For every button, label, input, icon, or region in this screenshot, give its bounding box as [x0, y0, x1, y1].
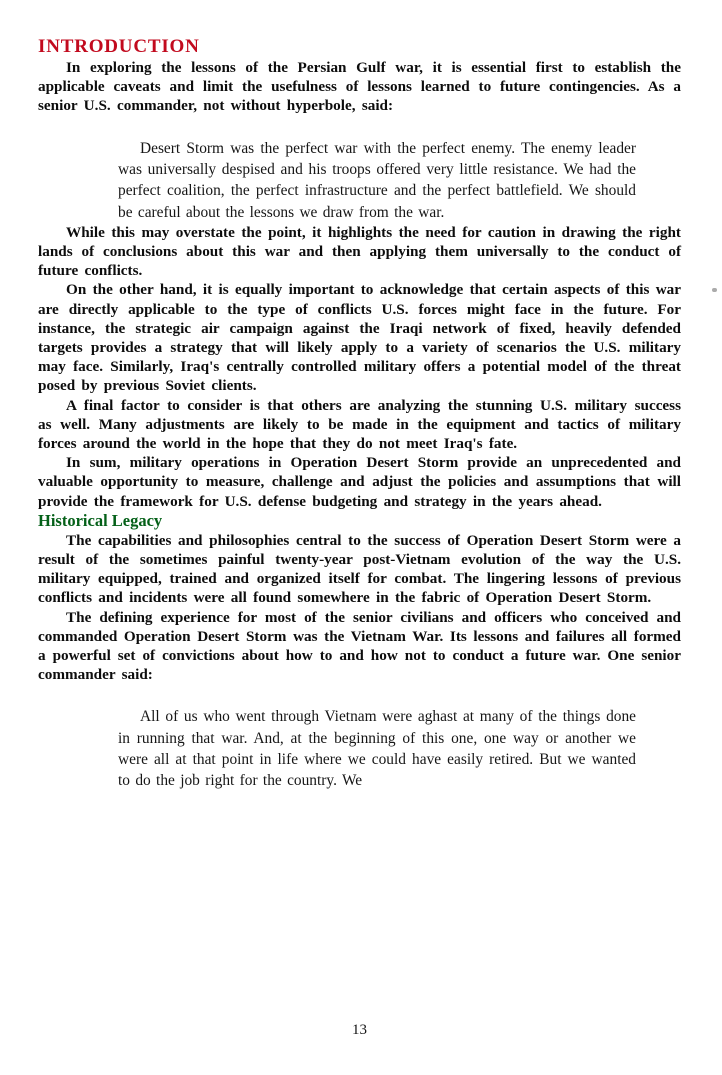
page-title: INTRODUCTION — [38, 36, 200, 57]
senior-commander-quote: All of us who went through Vietnam were aghast at many of the things done in running that war. And, at the beginning of this one, one way or another we were all at that point in life where we could have easily retired. But we wanted to do the job right for the country. We — [118, 708, 636, 790]
historical-legacy-paragraph-1: The capabilities and philosophies central to the success of Operation Desert Storm were a result of the sometimes painful twenty-year post-Vietnam evolution of the way the U.S. military equipped, trained and organized itself for combat. The lingering lessons of previous conflicts and incidents were all found somewhere in the fabric of Operation Desert Storm. — [38, 531, 681, 607]
page-number: 13 — [352, 1022, 367, 1038]
section-heading-historical-legacy: Historical Legacy — [38, 510, 163, 530]
historical-legacy-paragraph-2: The defining experience for most of the senior civilians and officers who conceived and commanded Operation Desert Storm was the Vietnam War. Its lessons and failures all formed a powerful set of convictions about how to and how not to conduct a future war. One senior commander said: — [38, 608, 681, 684]
text-block — [38, 36, 681, 792]
commander-quote: Desert Storm was the perfect war with the perfect enemy. The enemy leader was universally despised and his troops offered very little resistance. We had the perfect coalition, the perfect infrastructure and the perfect battlefield. We should be careful about the lessons we draw from the war. — [118, 139, 636, 221]
intro-paragraph-3: On the other hand, it is equally important to acknowledge that certain aspects of this war are directly applicable to the type of conflicts U.S. forces might face in the future. For instance, the strategic air campaign against the Iraqi network of fixed, heavily defended targets provides a strategy that will likely apply to a variety of scenarios the U.S. military may face. Similarly, Iraq's centrally controlled military offers a potential model of the threat posed by previous Soviet clients. — [38, 281, 681, 395]
intro-paragraph-1: In exploring the lessons of the Persian Gulf war, it is essential first to establish the applicable caveats and limit the usefulness of lessons learned to future contingencies. As a senior U.S. commander, not without hyperbole, said: — [38, 59, 681, 115]
intro-paragraph-4: A final factor to consider is that others are analyzing the stunning U.S. military success as well. Many adjustments are likely to be made in the equipment and tactics of military forces around the world in the hope that they do not meet Iraq's fate. — [38, 396, 681, 453]
intro-paragraph-2: While this may overstate the point, it highlights the need for caution in drawing the right lands of conclusions about this war and then applying them universally to the conduct of future conflicts. — [38, 223, 681, 280]
intro-paragraph-5: In sum, military operations in Operation Desert Storm provide an unprecedented and valuable opportunity to measure, challenge and adjust the policies and assumptions that will provide the framework for U.S. defense budgeting and strategy in the years ahead. — [38, 454, 681, 510]
scan-artifact-speck — [712, 288, 717, 292]
